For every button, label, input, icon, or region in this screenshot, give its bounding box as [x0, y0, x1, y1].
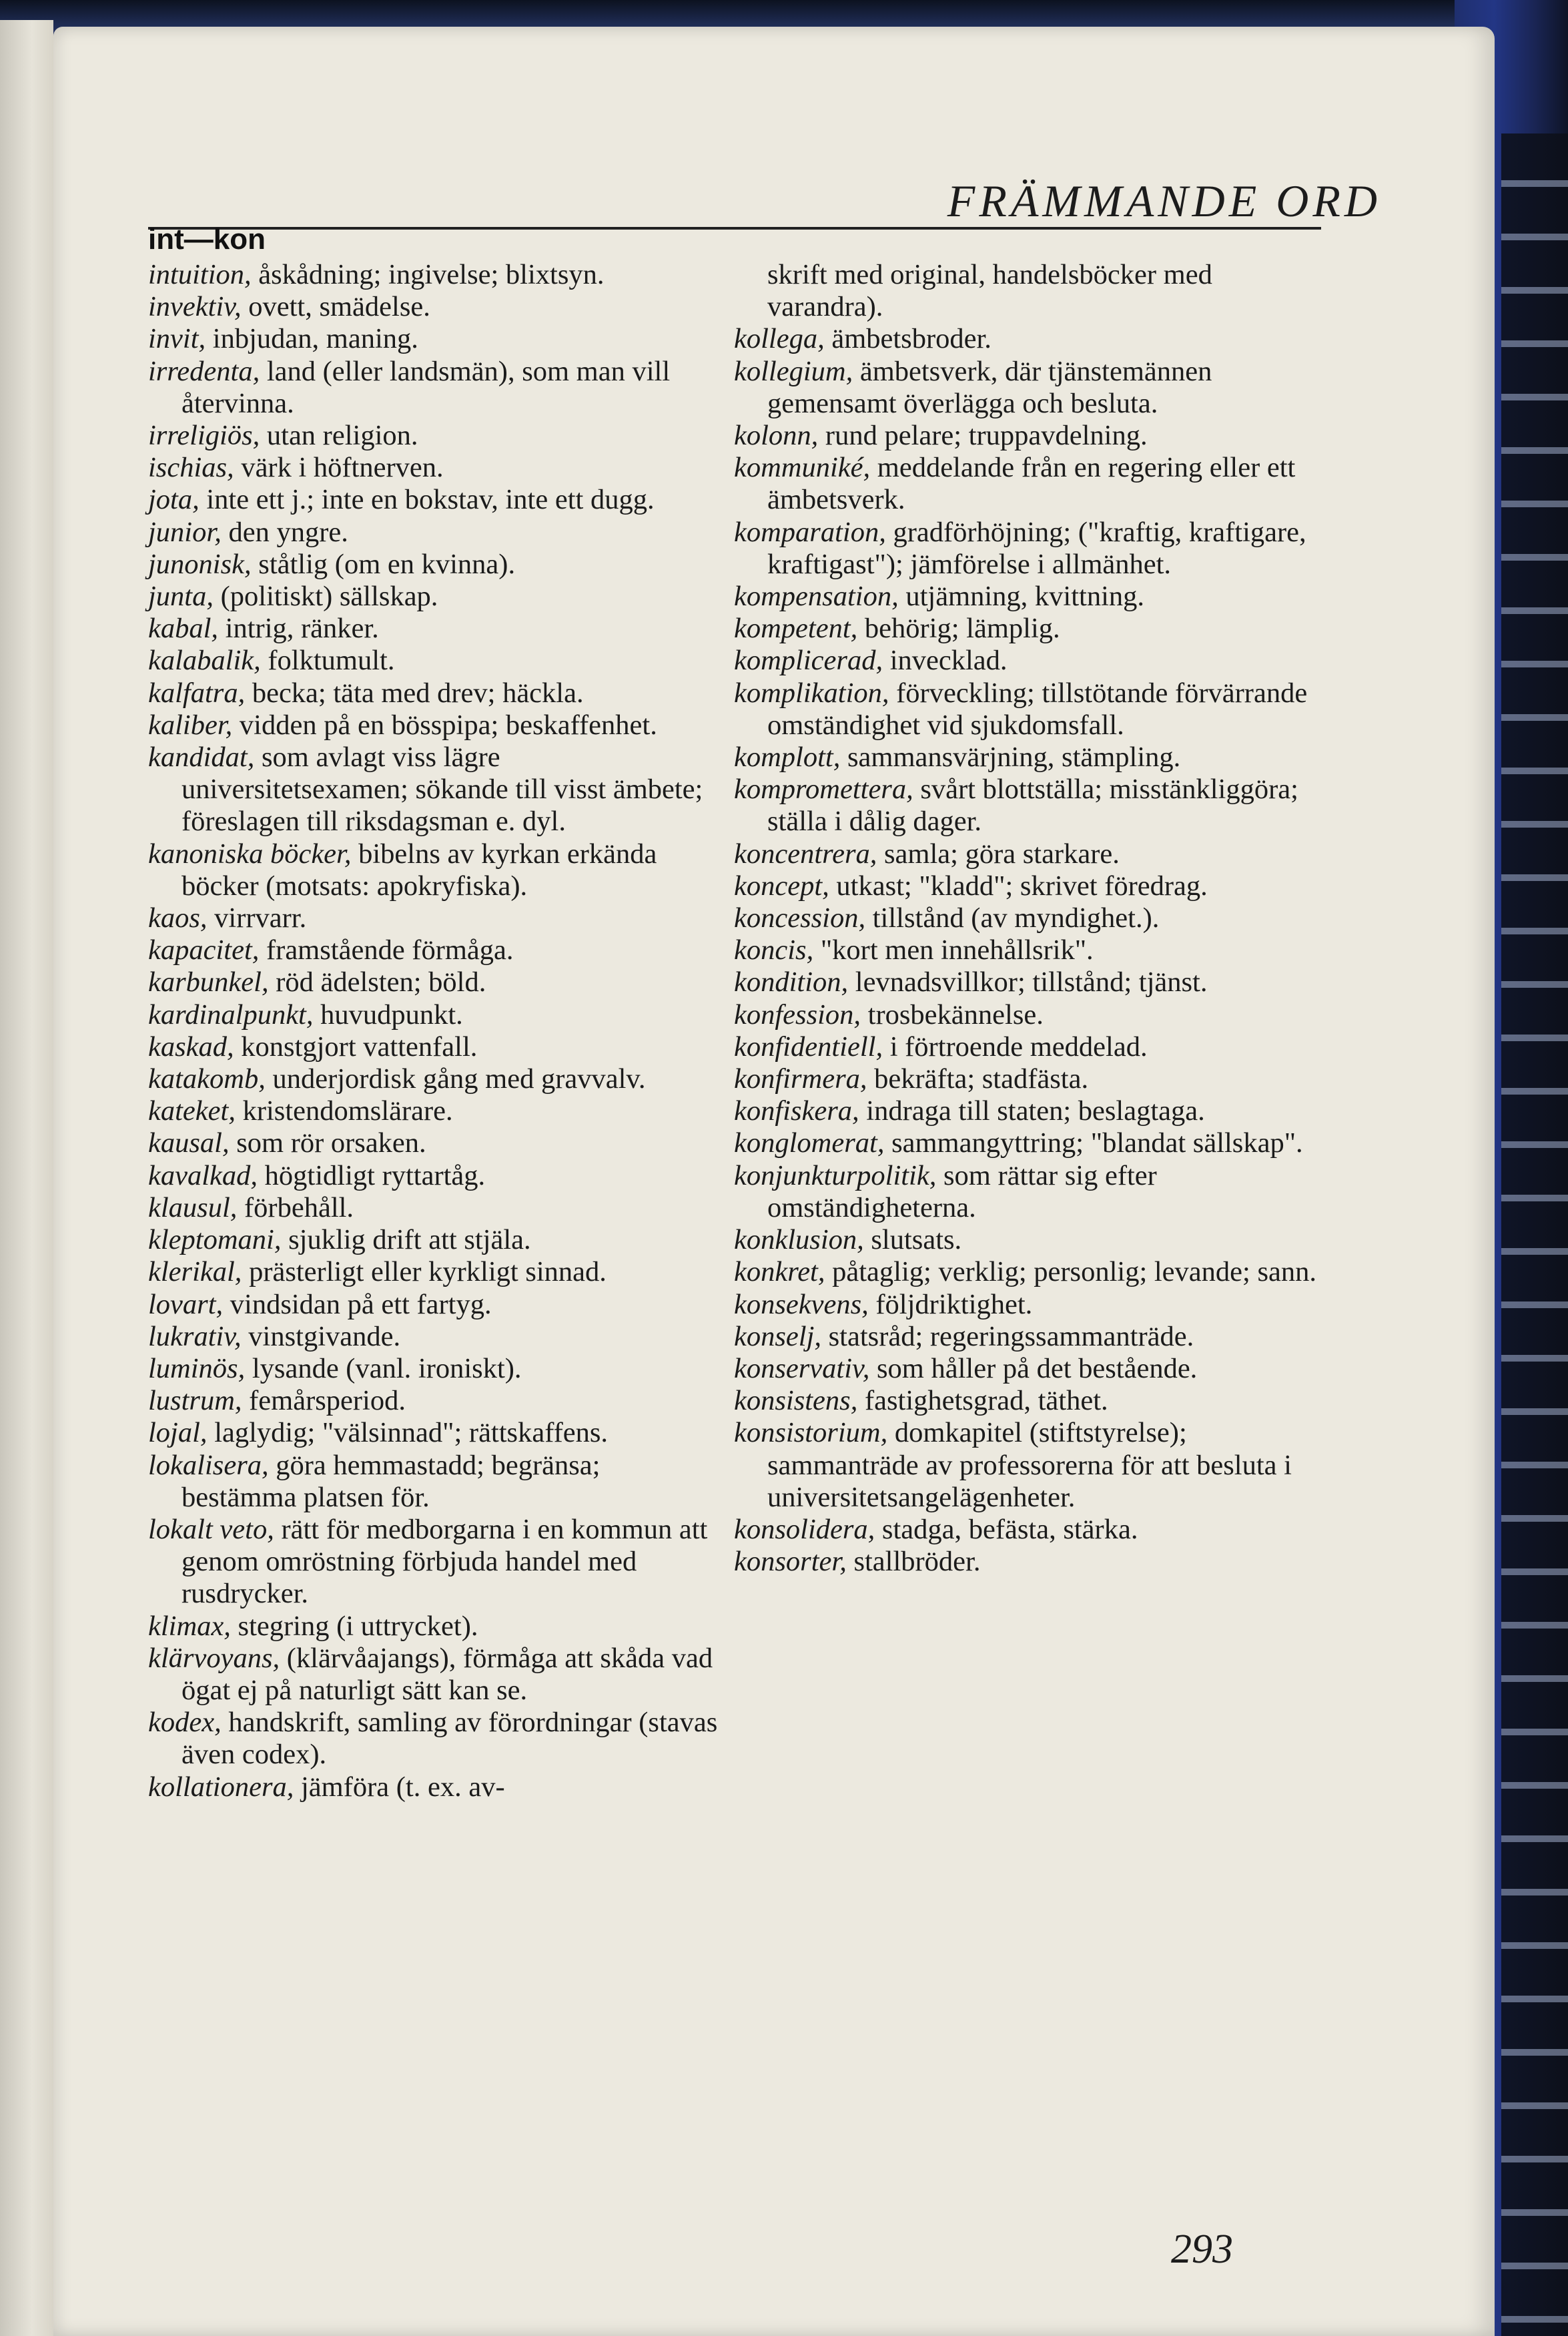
- entry-headword: konfirmera,: [734, 1063, 867, 1095]
- entry-definition: huvudpunkt.: [320, 998, 463, 1031]
- entry-definition: invecklad.: [889, 645, 1008, 677]
- entry-headword: kandidat,: [148, 742, 255, 774]
- entry-definition: sammansvärjning, stämpling.: [847, 742, 1181, 774]
- dictionary-entry: [148, 999, 722, 1031]
- dictionary-entry: [148, 1127, 722, 1159]
- entry-headword: koncession,: [734, 902, 866, 934]
- entry-headword: junior,: [148, 516, 222, 548]
- entry-definition: kristendomslärare.: [242, 1095, 453, 1127]
- entry-headword: lukrativ,: [148, 1320, 242, 1352]
- entry-headword: kodex,: [148, 1707, 222, 1739]
- dictionary-entry: [148, 1063, 722, 1095]
- dictionary-entry: [148, 1353, 722, 1385]
- entry-definition: som avlagt viss lägre universitetsexamen; sökande till visst ämbete; föreslagen till riksdagsman e. dyl.: [181, 742, 703, 838]
- entry-definition: tillstånd (av myndighet.).: [872, 902, 1160, 934]
- header-rule: [148, 227, 1321, 230]
- entry-definition: högtidligt ryttartåg.: [264, 1159, 486, 1191]
- entry-headword: kavalkad,: [148, 1159, 258, 1191]
- dictionary-entry: [148, 356, 722, 420]
- entry-definition: inte ett j.; inte en bokstav, inte ett dugg.: [206, 484, 655, 516]
- entry-definition: den yngre.: [228, 516, 348, 548]
- entry-headword: lustrum,: [148, 1385, 242, 1417]
- entry-headword: koncis,: [734, 934, 814, 966]
- dictionary-entry: [734, 1385, 1318, 1417]
- entry-headword: lokalisera,: [148, 1449, 269, 1481]
- dictionary-entry: [148, 1514, 722, 1611]
- entry-headword: konsistens,: [734, 1385, 858, 1417]
- entry-definition: följdriktighet.: [875, 1288, 1033, 1320]
- dictionary-entry: [734, 966, 1318, 998]
- entry-definition: meddelande från en regering eller ett ämbetsverk.: [767, 452, 1296, 516]
- entry-definition: påtaglig; verklig; personlig; levande; sann.: [832, 1256, 1316, 1288]
- entry-definition: åskådning; ingivelse; blixtsyn.: [258, 259, 605, 290]
- dictionary-entry: [148, 517, 722, 549]
- dictionary-entry: [734, 1417, 1318, 1514]
- dictionary-entry: [148, 549, 722, 581]
- dictionary-entry: [148, 1450, 722, 1514]
- entry-headword: kaskad,: [148, 1031, 234, 1063]
- entry-headword: irredenta,: [148, 355, 260, 387]
- dictionary-entry: [148, 1771, 722, 1803]
- dictionary-entry: [148, 709, 722, 742]
- entry-headword: kondition,: [734, 966, 849, 998]
- dictionary-entry: [734, 613, 1318, 645]
- entry-definition: rätt för medborgarna i en kommun att genom omröstning förbjuda handel med rusdrycker.: [181, 1513, 708, 1610]
- dictionary-entry: [734, 1353, 1318, 1385]
- right-column: [734, 259, 1318, 1578]
- dictionary-entry: [734, 517, 1318, 581]
- dictionary-entry: [148, 1192, 722, 1224]
- entry-headword: invit,: [148, 323, 206, 355]
- entry-headword: komparation,: [734, 516, 886, 548]
- dictionary-entry: [148, 1707, 722, 1771]
- entry-headword: komplikation,: [734, 677, 889, 709]
- dictionary-entry: [734, 934, 1318, 966]
- continued-definition: skrift med original, handelsböcker med varandra).: [767, 259, 1212, 323]
- facing-page-edge: [0, 20, 53, 2336]
- entry-definition: becka; täta med drev; häckla.: [252, 677, 584, 709]
- dictionary-entry: [734, 323, 1318, 355]
- entry-headword: konsolidera,: [734, 1513, 875, 1545]
- entry-definition: sammangyttring; "blandat sällskap".: [891, 1127, 1303, 1159]
- entry-definition: "kort men innehållsrik".: [820, 934, 1094, 966]
- entry-definition: behörig; lämplig.: [864, 613, 1060, 645]
- entry-headword: luminös,: [148, 1352, 246, 1384]
- entry-headword: kompetent,: [734, 613, 858, 645]
- entry-headword: konklusion,: [734, 1224, 864, 1256]
- entry-headword: kapacitet,: [148, 934, 260, 966]
- entry-headword: klausul,: [148, 1191, 238, 1223]
- entry-headword: kausal,: [148, 1127, 230, 1159]
- entry-definition: sjuklig drift att stjäla.: [288, 1224, 531, 1256]
- entry-headword: jota,: [148, 484, 200, 516]
- entry-definition: i förtroende meddelad.: [889, 1031, 1148, 1063]
- dictionary-entry: [148, 1031, 722, 1063]
- entry-definition: laglydig; "välsinnad"; rättskaffens.: [214, 1417, 609, 1449]
- dictionary-entry: [734, 1095, 1318, 1127]
- entry-definition: fastighetsgrad, täthet.: [864, 1385, 1108, 1417]
- entry-headword: konjunkturpolitik,: [734, 1159, 937, 1191]
- entry-definition: svårt blottställa; misstänkliggöra; ställa i dålig dager.: [767, 774, 1298, 838]
- dictionary-entry: [734, 742, 1318, 774]
- entry-definition: vindsidan på ett fartyg.: [230, 1288, 492, 1320]
- entry-headword: kanoniska böcker,: [148, 838, 352, 870]
- dictionary-entry: [734, 1256, 1318, 1288]
- dictionary-entry: [148, 613, 722, 645]
- entry-definition: röd ädelsten; böld.: [276, 966, 486, 998]
- dictionary-entry: [734, 870, 1318, 902]
- entry-definition: ämbetsverk, där tjänstemännen gemensamt överlägga och besluta.: [767, 355, 1212, 419]
- entry-headword: intuition,: [148, 259, 252, 290]
- entry-definition: göra hemmastadd; begränsa; bestämma platsen för.: [181, 1449, 601, 1513]
- entry-definition: lysande (vanl. ironiskt).: [252, 1352, 522, 1384]
- entry-definition: handskrift, samling av förordningar (stavas även codex).: [181, 1707, 718, 1771]
- entry-definition: statsråd; regeringssammanträde.: [828, 1320, 1194, 1352]
- dictionary-entry: [148, 1643, 722, 1707]
- dictionary-entry: [734, 1160, 1318, 1224]
- dictionary-entry: [734, 774, 1318, 838]
- entry-definition: bekräfta; stadfästa.: [874, 1063, 1089, 1095]
- running-title: FRÄMMANDE ORD: [947, 176, 1381, 226]
- dictionary-entry: [734, 356, 1318, 420]
- dictionary-entry: [148, 1385, 722, 1417]
- dictionary-entry: [148, 291, 722, 323]
- dictionary-entry: [148, 259, 722, 291]
- dictionary-entry: [734, 1127, 1318, 1159]
- entry-headword: kleptomani,: [148, 1224, 282, 1256]
- entry-headword: invektiv,: [148, 291, 242, 323]
- entry-definition: (klärvåajangs), förmåga att skåda vad ögat ej på naturligt sätt kan se.: [181, 1642, 713, 1706]
- entry-headword: kollega,: [734, 323, 825, 355]
- entry-definition: vinstgivande.: [248, 1320, 401, 1352]
- entry-headword: junta,: [148, 581, 214, 613]
- entry-headword: lovart,: [148, 1288, 224, 1320]
- dictionary-entry: [734, 1031, 1318, 1063]
- dictionary-entry: [148, 1417, 722, 1449]
- dictionary-entry: [734, 452, 1318, 516]
- entry-definition: stegring (i uttrycket).: [238, 1610, 478, 1642]
- dictionary-entry: [734, 1514, 1318, 1546]
- entry-headword: klimax,: [148, 1610, 231, 1642]
- entry-definition: trosbekännelse.: [867, 998, 1044, 1031]
- entry-headword: kalabalik,: [148, 645, 261, 677]
- dictionary-entry: [734, 1321, 1318, 1353]
- entry-definition: slutsats.: [871, 1224, 962, 1256]
- dictionary-entry: [148, 742, 722, 838]
- entry-definition: gradförhöjning; ("kraftig, kraftigare, kraftigast"); jämförelse i allmänhet.: [767, 516, 1306, 580]
- dictionary-entry: [148, 420, 722, 452]
- entry-definition: samla; göra starkare.: [884, 838, 1120, 870]
- entry-definition: ämbetsbroder.: [831, 323, 992, 355]
- entry-definition: virrvarr.: [214, 902, 307, 934]
- entry-headword: kommuniké,: [734, 452, 871, 484]
- dictionary-entry: [148, 1095, 722, 1127]
- dictionary-entry: [148, 677, 722, 709]
- entry-headword: komplott,: [734, 742, 841, 774]
- dictionary-entry: [148, 838, 722, 902]
- entry-headword: konkret,: [734, 1256, 825, 1288]
- entry-definition: stallbröder.: [853, 1546, 981, 1578]
- entry-headword: kollationera,: [148, 1771, 294, 1803]
- entry-definition: rund pelare; truppavdelning.: [825, 420, 1148, 452]
- entry-headword: kaos,: [148, 902, 208, 934]
- entry-headword: kardinalpunkt,: [148, 998, 314, 1031]
- dictionary-entry: [148, 1256, 722, 1288]
- dictionary-entry: [148, 1160, 722, 1192]
- entry-headword: konservativ,: [734, 1352, 870, 1384]
- entry-definition: utjämning, kvittning.: [905, 581, 1145, 613]
- dictionary-entry: [148, 966, 722, 998]
- entry-definition: domkapitel (stiftstyrelse); sammanträde av professorerna för att besluta i universitetsangelägenheter.: [767, 1417, 1292, 1513]
- entry-definition: förveckling; tillstötande förvärrande omständighet vid sjukdomsfall.: [767, 677, 1308, 741]
- dictionary-entry: [734, 420, 1318, 452]
- dictionary-entry: [148, 902, 722, 934]
- background-stripes: [1501, 133, 1568, 2336]
- entry-definition: levnadsvillkor; tillstånd; tjänst.: [855, 966, 1208, 998]
- dictionary-entry: [734, 1546, 1318, 1578]
- entry-headword: konsistorium,: [734, 1417, 888, 1449]
- entry-headword: karbunkel,: [148, 966, 269, 998]
- guide-words: int—kon: [148, 223, 266, 256]
- entry-definition: femårsperiod.: [249, 1385, 406, 1417]
- dictionary-entry: [148, 1224, 722, 1256]
- entry-headword: kalfatra,: [148, 677, 246, 709]
- entry-headword: lokalt veto,: [148, 1513, 274, 1545]
- entry-headword: klerikal,: [148, 1256, 242, 1288]
- entry-headword: katakomb,: [148, 1063, 266, 1095]
- dictionary-entry: [734, 1063, 1318, 1095]
- entry-headword: kaliber,: [148, 709, 233, 741]
- dictionary-entry: [734, 999, 1318, 1031]
- dictionary-entry: [148, 1611, 722, 1643]
- entry-headword: konglomerat,: [734, 1127, 885, 1159]
- entry-definition: underjordisk gång med gravvalv.: [272, 1063, 646, 1095]
- entry-headword: kolonn,: [734, 420, 819, 452]
- dictionary-entry: [148, 1321, 722, 1353]
- dictionary-entry: [734, 677, 1318, 742]
- dictionary-entry: [734, 1289, 1318, 1321]
- entry-definition: (politiskt) sällskap.: [220, 581, 438, 613]
- entry-headword: konfidentiell,: [734, 1031, 883, 1063]
- entry-definition: framstående förmåga.: [266, 934, 514, 966]
- entry-definition: bibelns av kyrkan erkända böcker (motsats: apokryfiska).: [181, 838, 657, 902]
- page-number: 293: [1171, 2227, 1233, 2272]
- entry-definition: vidden på en bösspipa; beskaffenhet.: [239, 709, 657, 741]
- entry-headword: koncept,: [734, 870, 829, 902]
- entry-headword: lojal,: [148, 1417, 208, 1449]
- entry-headword: kateket,: [148, 1095, 236, 1127]
- dictionary-entry: [734, 645, 1318, 677]
- entry-definition: som rättar sig efter omständigheterna.: [767, 1159, 1157, 1223]
- dictionary-entry: [734, 902, 1318, 934]
- dictionary-entry: [148, 1289, 722, 1321]
- entry-headword: ischias,: [148, 452, 234, 484]
- entry-definition: ståtlig (om en kvinna).: [258, 548, 516, 580]
- dictionary-entry: [148, 452, 722, 484]
- entry-definition: inbjudan, maning.: [212, 323, 418, 355]
- dictionary-entry: [148, 323, 722, 355]
- entry-definition: ovett, smädelse.: [248, 291, 430, 323]
- entry-headword: junonisk,: [148, 548, 252, 580]
- entry-definition: jämföra (t. ex. av-: [301, 1771, 505, 1803]
- entry-headword: koncentrera,: [734, 838, 877, 870]
- entry-headword: konselj,: [734, 1320, 822, 1352]
- entry-headword: konsekvens,: [734, 1288, 869, 1320]
- entry-headword: kompensation,: [734, 581, 899, 613]
- dictionary-entry: [734, 1224, 1318, 1256]
- entry-headword: klärvoyans,: [148, 1642, 280, 1674]
- dictionary-entry: [148, 645, 722, 677]
- entry-headword: kabal,: [148, 613, 219, 645]
- dictionary-entry: [734, 838, 1318, 870]
- dictionary-entry: [734, 581, 1318, 613]
- entry-headword: kompromettera,: [734, 774, 913, 806]
- entry-definition: indraga till staten; beslagtaga.: [866, 1095, 1205, 1127]
- entry-definition: förbehåll.: [244, 1191, 354, 1223]
- left-column: [148, 259, 722, 1803]
- entry-definition: folktumult.: [268, 645, 395, 677]
- entry-headword: konfession,: [734, 998, 861, 1031]
- entry-headword: kollegium,: [734, 355, 853, 387]
- entry-definition: stadga, befästa, stärka.: [881, 1513, 1138, 1545]
- entry-definition: prästerligt eller kyrkligt sinnad.: [249, 1256, 607, 1288]
- entry-definition: som rör orsaken.: [236, 1127, 426, 1159]
- entry-headword: konfiskera,: [734, 1095, 859, 1127]
- entry-definition: land (eller landsmän), som man vill återvinna.: [181, 355, 671, 419]
- entry-headword: komplicerad,: [734, 645, 883, 677]
- entry-definition: utan religion.: [266, 420, 418, 452]
- entry-headword: konsorter,: [734, 1546, 847, 1578]
- entry-definition: intrig, ränker.: [225, 613, 379, 645]
- entry-definition: utkast; "kladd"; skrivet föredrag.: [836, 870, 1208, 902]
- dictionary-entry: [148, 484, 722, 516]
- entry-definition: värk i höftnerven.: [241, 452, 444, 484]
- entry-definition: konstgjort vattenfall.: [241, 1031, 478, 1063]
- entry-definition: som håller på det bestående.: [877, 1352, 1198, 1384]
- dictionary-entry: [148, 581, 722, 613]
- dictionary-entry: [148, 934, 722, 966]
- entry-headword: irreligiös,: [148, 420, 260, 452]
